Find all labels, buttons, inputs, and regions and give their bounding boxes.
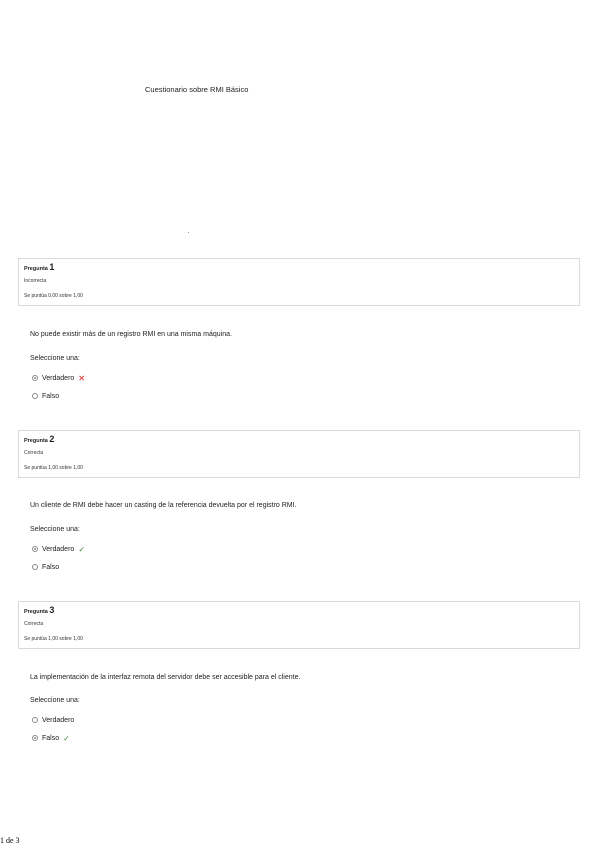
- question-number: Pregunta 1: [24, 262, 55, 272]
- question-info-1: [18, 258, 580, 306]
- option-label: Verdadero: [42, 716, 75, 724]
- correct-check-icon: ✓: [63, 733, 70, 743]
- radio-selected-icon[interactable]: [32, 735, 38, 741]
- radio-selected-icon[interactable]: [32, 546, 38, 552]
- option-verdadero-3[interactable]: [32, 715, 74, 725]
- question-grade: Se puntúa 1,00 sobre 1,00: [24, 636, 83, 642]
- question-state: Correcta: [24, 621, 44, 627]
- correct-check-icon: ✓: [78, 544, 86, 554]
- option-label: Falso: [42, 563, 60, 571]
- question-state: Incorrecta: [24, 278, 47, 284]
- question-text-3: La implementación de la interfaz remota del servidor debe ser accesible para el cliente.: [30, 674, 301, 681]
- option-verdadero-2[interactable]: [32, 544, 85, 554]
- option-label: Verdadero: [42, 545, 75, 553]
- option-label: Falso: [42, 392, 60, 400]
- option-label: Falso: [42, 734, 60, 742]
- question-number: Pregunta 2: [24, 434, 55, 444]
- option-falso-2[interactable]: [32, 562, 59, 572]
- radio-selected-icon[interactable]: [32, 375, 38, 381]
- radio-unselected-icon[interactable]: [32, 393, 38, 399]
- question-info-3: [18, 601, 580, 649]
- answer-prompt-1: Seleccione una:: [30, 355, 80, 362]
- question-text-2: Un cliente de RMI debe hacer un casting de la referencia devuelta por el registro RMI.: [30, 502, 297, 509]
- question-grade: Se puntúa 1,00 sobre 1,00: [24, 465, 83, 471]
- option-label: Verdadero: [42, 374, 75, 382]
- incorrect-cross-icon: ✕: [78, 373, 86, 383]
- option-verdadero-1[interactable]: [32, 373, 85, 383]
- page-number: 1 de 3: [0, 836, 20, 845]
- divider-dot: [188, 232, 189, 233]
- question-grade: Se puntúa 0,00 sobre 1,00: [24, 293, 83, 299]
- question-info-2: [18, 430, 580, 478]
- answer-prompt-2: Seleccione una:: [30, 526, 80, 533]
- radio-unselected-icon[interactable]: [32, 717, 38, 723]
- page-title: Cuestionario sobre RMI Básico: [145, 85, 249, 94]
- option-falso-3[interactable]: [32, 733, 70, 743]
- question-number: Pregunta 3: [24, 605, 55, 615]
- radio-unselected-icon[interactable]: [32, 564, 38, 570]
- option-falso-1[interactable]: [32, 391, 59, 401]
- answer-prompt-3: Seleccione una:: [30, 697, 80, 704]
- question-text-1: No puede existir más de un registro RMI en una misma máquina.: [30, 331, 232, 338]
- question-state: Correcta: [24, 450, 44, 456]
